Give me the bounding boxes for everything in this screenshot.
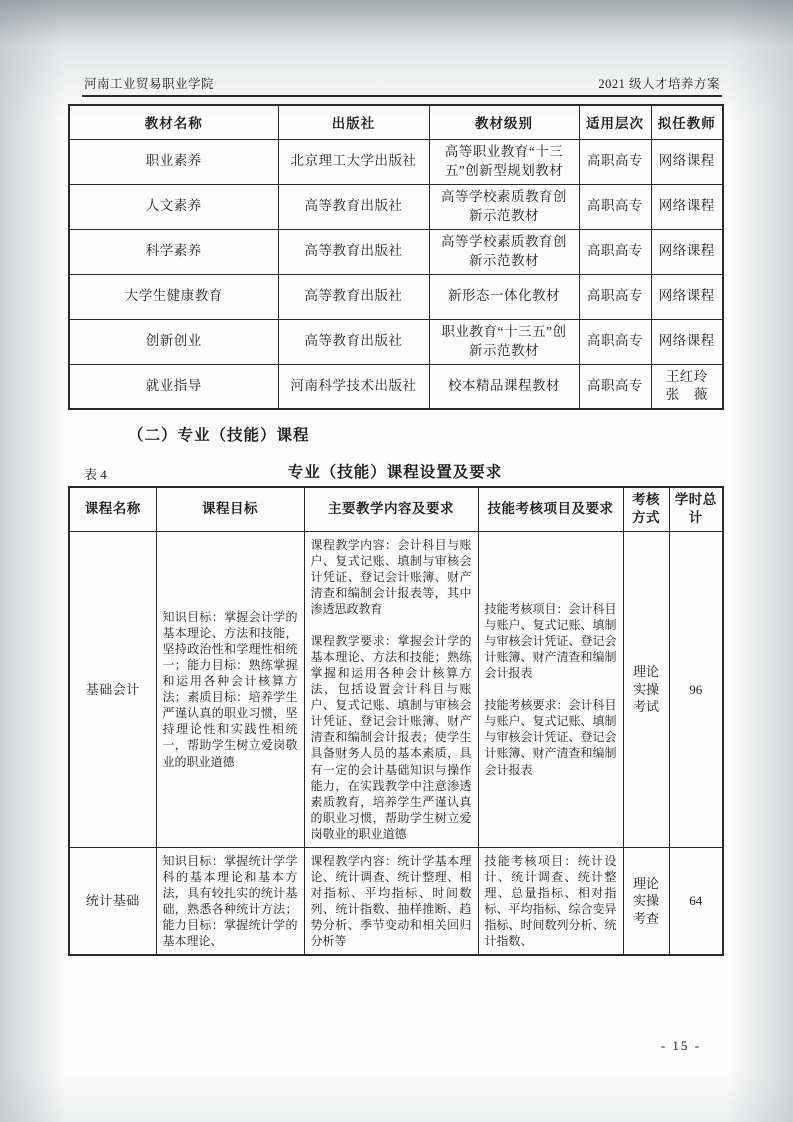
layer-cell: 高职高专: [579, 274, 651, 319]
layer-cell: 高职高专: [579, 319, 651, 364]
publisher-cell: 河南科学技术出版社: [278, 364, 429, 409]
skill-assessment-cell: [478, 531, 623, 847]
level-cell: 校本精品课程教材: [429, 364, 579, 409]
content-paragraph: 课程教学内容：统计学基本理论、统计调查、统计整理、相对指标、平均指标、时间数列、统计指数、抽样推断、趋势分析、季节变动和相关回归分析等: [310, 853, 472, 949]
material-name-cell: 大学生健康教育: [69, 274, 278, 319]
material-name-cell: 科学素养: [69, 229, 278, 274]
content-paragraph: 课程教学内容：会计科目与账户、复式记账、填制与审核会计凭证、登记会计账簿、财产清查和编制会计报表等，其中渗透思政教育: [310, 537, 472, 616]
objectives-paragraph: 知识目标：掌握会计学的基本理论、方法和技能，坚持政治性和学理性相统一；能力目标：熟练掌握和运用各种会计核算方法；素质目标：培养学生严谨认真的职业习惯，坚持理论性和实践性相统一，帮助学生树立爱岗敬业的职业道德: [162, 609, 298, 769]
publisher-cell: 北京理工大学出版社: [278, 139, 429, 184]
layer-cell: 高职高专: [579, 184, 651, 229]
assessment-paragraph: 技能考核项目：会计科目与账户、复式记账、填制与审核会计凭证、登记会计账簿、财产清查和编制会计报表: [484, 601, 617, 681]
table-label: 表 4: [84, 467, 107, 482]
material-name-cell: 人文素养: [69, 184, 278, 229]
course-name-cell: 基础会计: [69, 531, 156, 847]
course-objectives-cell: [156, 847, 304, 955]
col-header-assessment-method: 考核方式: [623, 487, 669, 531]
header-school-name: 河南工业贸易职业学院: [84, 77, 215, 91]
teacher-cell: 网络课程: [651, 274, 723, 319]
course-name-cell: 统计基础: [69, 847, 156, 955]
col-header-course-name: 课程名称: [69, 487, 156, 531]
material-name-cell: 创新创业: [69, 319, 278, 364]
total-hours-cell: 64: [669, 847, 723, 955]
publisher-cell: 高等教育出版社: [278, 319, 429, 364]
table-row: [69, 531, 723, 847]
content-paragraph: 课程教学要求：掌握会计学的基本理论、方法和技能；熟练掌握和运用各种会计核算方法，包括设置会计科目与账户、复式记账、填制与审核会计凭证、登记会计账簿、财产清查和编制会计报表；使学生具备财务人员的基本素质，具有一定的会计基础知识与操作能力，在实践教学中注意渗透素质教育，培养学生严谨认真的职业习惯，帮助学生树立爱岗敬业的职业道德: [310, 633, 472, 841]
publisher-cell: 高等教育出版社: [278, 229, 429, 274]
skills-header-row: [69, 487, 723, 531]
material-name-cell: 就业指导: [69, 364, 278, 409]
teaching-content-cell: [304, 847, 478, 955]
course-objectives-cell: [156, 531, 304, 847]
section-heading: （二）专业（技能）课程: [128, 427, 310, 444]
page-header: [68, 74, 722, 92]
table-caption: [68, 460, 722, 484]
layer-cell: 高职高专: [579, 364, 651, 409]
table-row: [69, 364, 723, 409]
skills-courses-table: [68, 486, 724, 956]
col-header-teacher: 拟任教师: [651, 105, 723, 139]
assessment-method-cell: 理论实操考试: [623, 531, 669, 847]
header-plan-title: 2021 级人才培养方案: [598, 77, 720, 91]
col-header-course-objectives: 课程目标: [156, 487, 304, 531]
table-row: [69, 319, 723, 364]
col-header-total-hours: 学时总计: [669, 487, 723, 531]
skill-assessment-cell: [478, 847, 623, 955]
teacher-cell: [651, 364, 723, 409]
col-header-teaching-content: 主要教学内容及要求: [304, 487, 478, 531]
level-cell: 高等职业教育“十三五”创新型规划教材: [429, 139, 579, 184]
table-title: 专业（技能）课程设置及要求: [287, 464, 503, 481]
table-row: [69, 184, 723, 229]
header-rule: [82, 95, 722, 97]
level-cell: 新形态一体化教材: [429, 274, 579, 319]
publisher-cell: 高等教育出版社: [278, 184, 429, 229]
assessment-method-cell: 理论实操考查: [623, 847, 669, 955]
level-cell: 高等学校素质教育创新示范教材: [429, 229, 579, 274]
table-row: [69, 229, 723, 274]
publisher-cell: 高等教育出版社: [278, 274, 429, 319]
material-name-cell: 职业素养: [69, 139, 278, 184]
teacher-name-line: 王红玲: [665, 369, 708, 385]
objectives-paragraph: 知识目标：掌握统计学学科的基本理论和基本方法，具有较扎实的统计基础，熟悉各种统计方法；能力目标：掌握统计学的基本理论、: [162, 853, 298, 949]
table-row: [69, 274, 723, 319]
col-header-publisher: 出版社: [278, 105, 429, 139]
level-cell: 高等学校素质教育创新示范教材: [429, 184, 579, 229]
table-row: [69, 139, 723, 184]
col-header-material-level: 教材级别: [429, 105, 579, 139]
assessment-paragraph: 技能考核项目：统计设计、统计调查、统计整理、总量指标、相对指标、平均指标、综合变异指标、时间数列分析、统计指数、: [484, 853, 617, 949]
teaching-content-cell: [304, 531, 478, 847]
teaching-materials-table: [68, 104, 724, 410]
total-hours-cell: 96: [669, 531, 723, 847]
level-cell: 职业教育“十三五”创新示范教材: [429, 319, 579, 364]
teacher-cell: 网络课程: [651, 319, 723, 364]
col-header-applicable-layer: 适用层次: [579, 105, 651, 139]
layer-cell: 高职高专: [579, 139, 651, 184]
teacher-name-line: 张 薇: [665, 387, 708, 403]
layer-cell: 高职高专: [579, 229, 651, 274]
teacher-cell: 网络课程: [651, 139, 723, 184]
table-row: [69, 847, 723, 955]
materials-header-row: [69, 105, 723, 139]
page-number: - 15 -: [660, 1038, 701, 1053]
teacher-cell: 网络课程: [651, 184, 723, 229]
page-content: [68, 74, 722, 956]
teacher-cell: 网络课程: [651, 229, 723, 274]
assessment-paragraph: 技能考核要求：会计科目与账户、复式记账、填制与审核会计凭证、登记会计账簿、财产清查和编制会计报表: [484, 698, 617, 777]
col-header-material-name: 教材名称: [69, 105, 278, 139]
col-header-skill-assessment: 技能考核项目及要求: [478, 487, 623, 531]
